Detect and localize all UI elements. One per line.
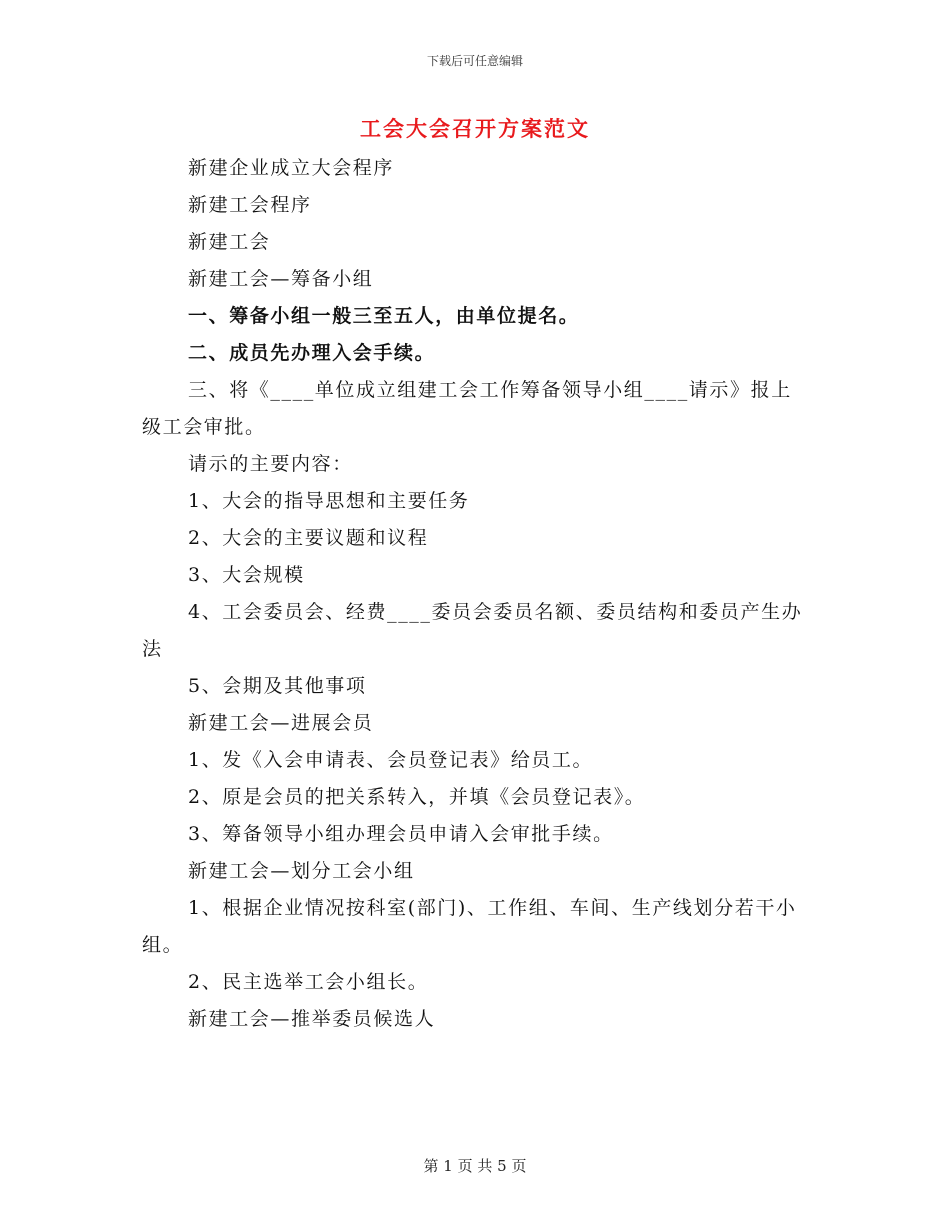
body-paragraph: 新建工会程序 [188,194,312,216]
body-paragraph: 1、根据企业情况按科室(部门)、工作组、车间、生产线划分若干小组。 [142,897,797,956]
body-paragraph: 新建企业成立大会程序 [188,157,395,179]
body-paragraph: 一、筹备小组一般三至五人，由单位提名。 [188,305,580,327]
body-paragraph: 新建工会—进展会员 [188,712,374,734]
body-paragraph: 2、原是会员的把关系转入，并填《会员登记表》。 [188,786,646,808]
document-body [142,150,812,1038]
body-paragraph: 4、工会委员会、经费____委员会委员名额、委员结构和委员产生办法 [142,601,803,660]
body-paragraph: 新建工会—推举委员候选人 [188,1008,436,1030]
page-number-footer: 第 1 页 共 5 页 [423,1157,527,1175]
body-paragraph: 请示的主要内容： [188,453,353,475]
page-header-note: 下载后可任意编辑 [426,54,523,68]
body-paragraph: 1、发《入会申请表、会员登记表》给员工。 [188,749,594,771]
body-paragraph: 二、成员先办理入会手续。 [188,342,436,364]
body-paragraph: 3、筹备领导小组办理会员申请入会审批手续。 [188,823,614,845]
body-paragraph: 3、大会规模 [188,564,305,586]
body-paragraph: 三、将《____单位成立组建工会工作筹备领导小组____请示》报上级工会审批。 [142,379,792,438]
body-paragraph: 2、大会的主要议题和议程 [188,527,429,549]
body-paragraph: 1、大会的指导思想和主要任务 [188,490,470,512]
body-paragraph: 新建工会 [188,231,271,253]
body-paragraph: 5、会期及其他事项 [188,675,367,697]
body-paragraph: 新建工会—筹备小组 [188,268,374,290]
body-paragraph: 2、民主选举工会小组长。 [188,971,429,993]
body-paragraph: 新建工会—划分工会小组 [188,860,415,882]
document-title: 工会大会召开方案范文 [360,116,590,141]
